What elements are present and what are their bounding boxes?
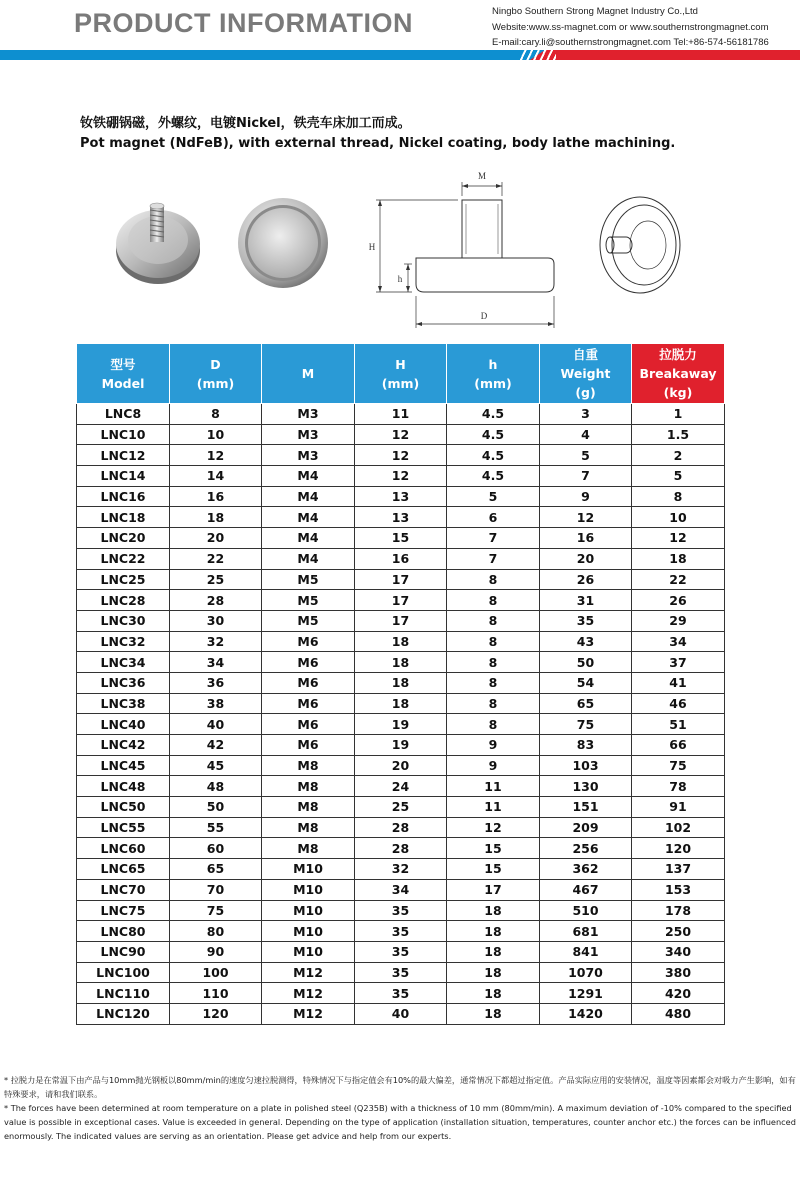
table-cell: LNC75	[77, 900, 170, 921]
table-cell: 151	[540, 797, 632, 818]
table-cell: 42	[170, 735, 262, 756]
table-cell: 8	[632, 486, 725, 507]
table-cell: M6	[262, 714, 355, 735]
table-cell: LNC110	[77, 983, 170, 1004]
product-photo-bottom	[236, 196, 330, 290]
table-cell: 15	[447, 838, 540, 859]
table-cell: 5	[632, 466, 725, 487]
table-cell: 91	[632, 797, 725, 818]
table-cell: 36	[170, 672, 262, 693]
table-row	[77, 735, 725, 756]
table-cell: M6	[262, 652, 355, 673]
table-row	[77, 548, 725, 569]
table-cell: 12	[447, 817, 540, 838]
table-cell: M8	[262, 776, 355, 797]
table-cell: M10	[262, 859, 355, 880]
table-cell: 178	[632, 900, 725, 921]
footnotes	[4, 1073, 796, 1143]
table-cell: 35	[355, 962, 447, 983]
table-cell: 90	[170, 941, 262, 962]
table-cell: 13	[355, 507, 447, 528]
table-cell: 22	[170, 548, 262, 569]
table-cell: 130	[540, 776, 632, 797]
table-cell: 28	[355, 838, 447, 859]
table-cell: LNC90	[77, 941, 170, 962]
table-cell: 18	[170, 507, 262, 528]
table-cell: 43	[540, 631, 632, 652]
footnote-zh: * 拉脱力是在常温下由产品与10mm抛光钢板以80mm/min的速度匀速拉脱测得，特殊情况下与指定值会有10%的最大偏差，通常情况下都超过指定值。产品实际应用的安装情况，温度等因素都会对吸力产生影响，如有特殊要求，请和我们联系。	[4, 1075, 796, 1099]
table-cell: 17	[355, 569, 447, 590]
table-cell: LNC10	[77, 424, 170, 445]
table-cell: 35	[355, 983, 447, 1004]
table-cell: 8	[447, 652, 540, 673]
table-cell: M4	[262, 548, 355, 569]
table-cell: LNC34	[77, 652, 170, 673]
table-row	[77, 486, 725, 507]
table-cell: 55	[170, 817, 262, 838]
table-row	[77, 714, 725, 735]
table-cell: 153	[632, 879, 725, 900]
table-cell: 83	[540, 735, 632, 756]
table-cell: LNC55	[77, 817, 170, 838]
table-cell: 10	[170, 424, 262, 445]
table-row	[77, 631, 725, 652]
table-cell: LNC120	[77, 1003, 170, 1024]
table-cell: 32	[170, 631, 262, 652]
table-cell: M5	[262, 569, 355, 590]
table-cell: 12	[355, 424, 447, 445]
table-cell: M5	[262, 610, 355, 631]
table-cell: 510	[540, 900, 632, 921]
table-cell: 5	[447, 486, 540, 507]
table-cell: 1.5	[632, 424, 725, 445]
table-cell: 45	[170, 755, 262, 776]
table-cell: 8	[447, 569, 540, 590]
table-cell: 110	[170, 983, 262, 1004]
table-cell: 18	[355, 652, 447, 673]
table-cell: 19	[355, 735, 447, 756]
dimension-drawing	[358, 168, 568, 330]
header-h-upper: H (mm)	[355, 344, 447, 404]
table-cell: LNC42	[77, 735, 170, 756]
company-name: Ningbo Southern Strong Magnet Industry Co.,Ltd	[492, 6, 698, 17]
table-cell: 841	[540, 941, 632, 962]
table-cell: 100	[170, 962, 262, 983]
table-row	[77, 672, 725, 693]
table-row	[77, 569, 725, 590]
table-cell: 16	[170, 486, 262, 507]
table-row	[77, 507, 725, 528]
table-cell: LNC18	[77, 507, 170, 528]
table-row	[77, 610, 725, 631]
table-row	[77, 941, 725, 962]
table-cell: 17	[447, 879, 540, 900]
table-cell: M4	[262, 486, 355, 507]
table-cell: 18	[355, 693, 447, 714]
table-cell: 12	[355, 466, 447, 487]
table-cell: M12	[262, 1003, 355, 1024]
table-cell: 18	[355, 672, 447, 693]
table-cell: LNC40	[77, 714, 170, 735]
table-cell: 681	[540, 921, 632, 942]
table-cell: 120	[170, 1003, 262, 1024]
table-cell: 54	[540, 672, 632, 693]
table-cell: 14	[170, 466, 262, 487]
table-cell: 467	[540, 879, 632, 900]
table-row	[77, 755, 725, 776]
table-cell: 18	[447, 983, 540, 1004]
product-sketch	[590, 190, 690, 300]
table-cell: 8	[447, 714, 540, 735]
table-cell: M8	[262, 817, 355, 838]
label-small-h: h	[397, 274, 403, 284]
table-row	[77, 1003, 725, 1024]
table-cell: M12	[262, 962, 355, 983]
table-cell: 7	[540, 466, 632, 487]
table-cell: 12	[540, 507, 632, 528]
table-cell: 35	[355, 900, 447, 921]
table-cell: 7	[447, 528, 540, 549]
product-photo-side	[112, 196, 204, 288]
table-cell: 256	[540, 838, 632, 859]
table-cell: 37	[632, 652, 725, 673]
table-row	[77, 962, 725, 983]
table-cell: 29	[632, 610, 725, 631]
table-cell: LNC60	[77, 838, 170, 859]
table-cell: 17	[355, 610, 447, 631]
product-description	[80, 114, 675, 154]
header-breakaway: 拉脱力 Breakaway (kg)	[632, 344, 725, 404]
table-cell: 4.5	[447, 404, 540, 425]
table-cell: M3	[262, 424, 355, 445]
table-cell: 24	[355, 776, 447, 797]
table-cell: M6	[262, 672, 355, 693]
table-cell: 9	[540, 486, 632, 507]
table-cell: LNC36	[77, 672, 170, 693]
table-cell: 51	[632, 714, 725, 735]
table-cell: LNC22	[77, 548, 170, 569]
header-band	[0, 50, 800, 60]
table-cell: 3	[540, 404, 632, 425]
table-cell: 1420	[540, 1003, 632, 1024]
table-cell: LNC30	[77, 610, 170, 631]
table-row	[77, 590, 725, 611]
table-cell: 8	[447, 672, 540, 693]
table-cell: 65	[540, 693, 632, 714]
table-cell: LNC45	[77, 755, 170, 776]
table-cell: 8	[447, 610, 540, 631]
table-cell: M6	[262, 693, 355, 714]
table-cell: 28	[170, 590, 262, 611]
table-cell: 75	[632, 755, 725, 776]
table-cell: LNC8	[77, 404, 170, 425]
table-cell: 9	[447, 735, 540, 756]
table-row	[77, 900, 725, 921]
table-cell: 40	[170, 714, 262, 735]
table-row	[77, 817, 725, 838]
table-cell: 8	[447, 693, 540, 714]
table-body	[77, 404, 725, 1025]
table-cell: M10	[262, 900, 355, 921]
table-cell: M12	[262, 983, 355, 1004]
table-cell: 78	[632, 776, 725, 797]
table-cell: 11	[355, 404, 447, 425]
table-cell: 31	[540, 590, 632, 611]
table-cell: 34	[170, 652, 262, 673]
table-row	[77, 859, 725, 880]
table-cell: 18	[447, 962, 540, 983]
table-cell: 41	[632, 672, 725, 693]
table-cell: LNC65	[77, 859, 170, 880]
table-cell: LNC48	[77, 776, 170, 797]
table-cell: LNC25	[77, 569, 170, 590]
label-h: H	[368, 242, 376, 252]
table-cell: 12	[170, 445, 262, 466]
table-cell: 18	[447, 921, 540, 942]
table-cell: 18	[447, 1003, 540, 1024]
header-d: D (mm)	[170, 344, 262, 404]
table-cell: 26	[540, 569, 632, 590]
table-header-row	[77, 344, 725, 404]
table-cell: 46	[632, 693, 725, 714]
table-cell: 12	[355, 445, 447, 466]
table-cell: 18	[447, 900, 540, 921]
table-cell: 8	[447, 631, 540, 652]
table-cell: 9	[447, 755, 540, 776]
table-cell: 48	[170, 776, 262, 797]
specs-table	[76, 343, 725, 1025]
table-cell: 60	[170, 838, 262, 859]
table-cell: M10	[262, 921, 355, 942]
table-cell: 340	[632, 941, 725, 962]
table-cell: 20	[170, 528, 262, 549]
table-cell: 380	[632, 962, 725, 983]
table-row	[77, 693, 725, 714]
company-info	[492, 4, 769, 51]
table-row	[77, 838, 725, 859]
table-cell: 209	[540, 817, 632, 838]
table-cell: 120	[632, 838, 725, 859]
table-cell: 66	[632, 735, 725, 756]
table-row	[77, 652, 725, 673]
table-cell: LNC100	[77, 962, 170, 983]
table-cell: M8	[262, 755, 355, 776]
table-cell: 1291	[540, 983, 632, 1004]
table-cell: 8	[170, 404, 262, 425]
table-cell: M3	[262, 404, 355, 425]
table-cell: 362	[540, 859, 632, 880]
table-cell: LNC16	[77, 486, 170, 507]
table-cell: 22	[632, 569, 725, 590]
table-row	[77, 424, 725, 445]
table-cell: 35	[540, 610, 632, 631]
table-cell: M10	[262, 879, 355, 900]
table-cell: 16	[355, 548, 447, 569]
table-cell: 35	[355, 941, 447, 962]
table-cell: 75	[540, 714, 632, 735]
table-cell: M4	[262, 466, 355, 487]
table-cell: 40	[355, 1003, 447, 1024]
table-cell: LNC12	[77, 445, 170, 466]
table-cell: 20	[540, 548, 632, 569]
table-row	[77, 797, 725, 818]
table-cell: 25	[355, 797, 447, 818]
company-website: Website:www.ss-magnet.com or www.southernstrongmagnet.com	[492, 21, 769, 33]
table-cell: LNC80	[77, 921, 170, 942]
table-cell: LNC28	[77, 590, 170, 611]
table-cell: M8	[262, 838, 355, 859]
description-en: Pot magnet (NdFeB), with external thread, Nickel coating, body lathe machining.	[80, 136, 676, 151]
table-cell: M6	[262, 631, 355, 652]
table-cell: 34	[632, 631, 725, 652]
table-cell: M6	[262, 735, 355, 756]
table-cell: M5	[262, 590, 355, 611]
table-cell: 10	[632, 507, 725, 528]
table-cell: LNC70	[77, 879, 170, 900]
table-cell: 70	[170, 879, 262, 900]
table-cell: M4	[262, 507, 355, 528]
table-cell: LNC14	[77, 466, 170, 487]
table-row	[77, 528, 725, 549]
table-cell: 28	[355, 817, 447, 838]
table-cell: 19	[355, 714, 447, 735]
header-model: 型号 Model	[77, 344, 170, 404]
table-cell: 4.5	[447, 445, 540, 466]
table-cell: 1070	[540, 962, 632, 983]
table-row	[77, 445, 725, 466]
table-cell: 38	[170, 693, 262, 714]
header-m: M	[262, 344, 355, 404]
description-zh: 钕铁硼锅磁，外螺纹，电镀Nickel，铁壳车床加工而成。	[80, 116, 411, 131]
label-d: D	[480, 311, 488, 321]
table-cell: 1	[632, 404, 725, 425]
table-cell: 20	[355, 755, 447, 776]
table-cell: 103	[540, 755, 632, 776]
table-cell: 25	[170, 569, 262, 590]
table-cell: 480	[632, 1003, 725, 1024]
page-header	[0, 0, 800, 64]
company-contact: E-mail:cary.li@southernstrongmagnet.com Tel:+86-574-56181786	[492, 37, 769, 48]
table-cell: 7	[447, 548, 540, 569]
table-cell: 15	[447, 859, 540, 880]
table-row	[77, 466, 725, 487]
table-cell: M3	[262, 445, 355, 466]
table-cell: 11	[447, 797, 540, 818]
table-cell: LNC50	[77, 797, 170, 818]
table-cell: 35	[355, 921, 447, 942]
table-cell: LNC38	[77, 693, 170, 714]
table-row	[77, 921, 725, 942]
table-cell: LNC20	[77, 528, 170, 549]
table-cell: 2	[632, 445, 725, 466]
table-cell: 30	[170, 610, 262, 631]
table-cell: 65	[170, 859, 262, 880]
table-cell: 80	[170, 921, 262, 942]
table-cell: 50	[540, 652, 632, 673]
table-cell: 50	[170, 797, 262, 818]
footnote-en: * The forces have been determined at room temperature on a plate in polished steel (Q235B) with a thickness of 10 mm (80mm/min). A maximum deviation of -10% compared to the specified value is possible in exceptional cases. Value is exceeded in general. Depending on the type of application (installation situation, temperatures, counter anchor etc.) the forces can be influenced enormously. The indicated values are serving as an orientation. Please get advice and help from our experts.	[4, 1103, 796, 1141]
table-cell: 75	[170, 900, 262, 921]
table-cell: 16	[540, 528, 632, 549]
table-cell: 11	[447, 776, 540, 797]
table-cell: 102	[632, 817, 725, 838]
table-cell: 420	[632, 983, 725, 1004]
table-cell: 18	[355, 631, 447, 652]
table-cell: 13	[355, 486, 447, 507]
table-cell: 6	[447, 507, 540, 528]
page-title: PRODUCT INFORMATION	[74, 8, 413, 38]
table-cell: M10	[262, 941, 355, 962]
table-row	[77, 983, 725, 1004]
table-cell: 4	[540, 424, 632, 445]
table-cell: 32	[355, 859, 447, 880]
table-cell: 17	[355, 590, 447, 611]
table-cell: 12	[632, 528, 725, 549]
header-h-lower: h (mm)	[447, 344, 540, 404]
table-row	[77, 879, 725, 900]
table-cell: 15	[355, 528, 447, 549]
table-cell: M8	[262, 797, 355, 818]
table-cell: 26	[632, 590, 725, 611]
table-cell: 18	[632, 548, 725, 569]
label-m: M	[477, 171, 487, 181]
table-cell: 34	[355, 879, 447, 900]
table-cell: LNC32	[77, 631, 170, 652]
table-cell: 8	[447, 590, 540, 611]
table-row	[77, 404, 725, 425]
table-cell: 5	[540, 445, 632, 466]
table-cell: 18	[447, 941, 540, 962]
table-cell: 137	[632, 859, 725, 880]
table-cell: M4	[262, 528, 355, 549]
header-weight: 自重 Weight (g)	[540, 344, 632, 404]
table-cell: 4.5	[447, 424, 540, 445]
table-cell: 4.5	[447, 466, 540, 487]
table-cell: 250	[632, 921, 725, 942]
table-row	[77, 776, 725, 797]
